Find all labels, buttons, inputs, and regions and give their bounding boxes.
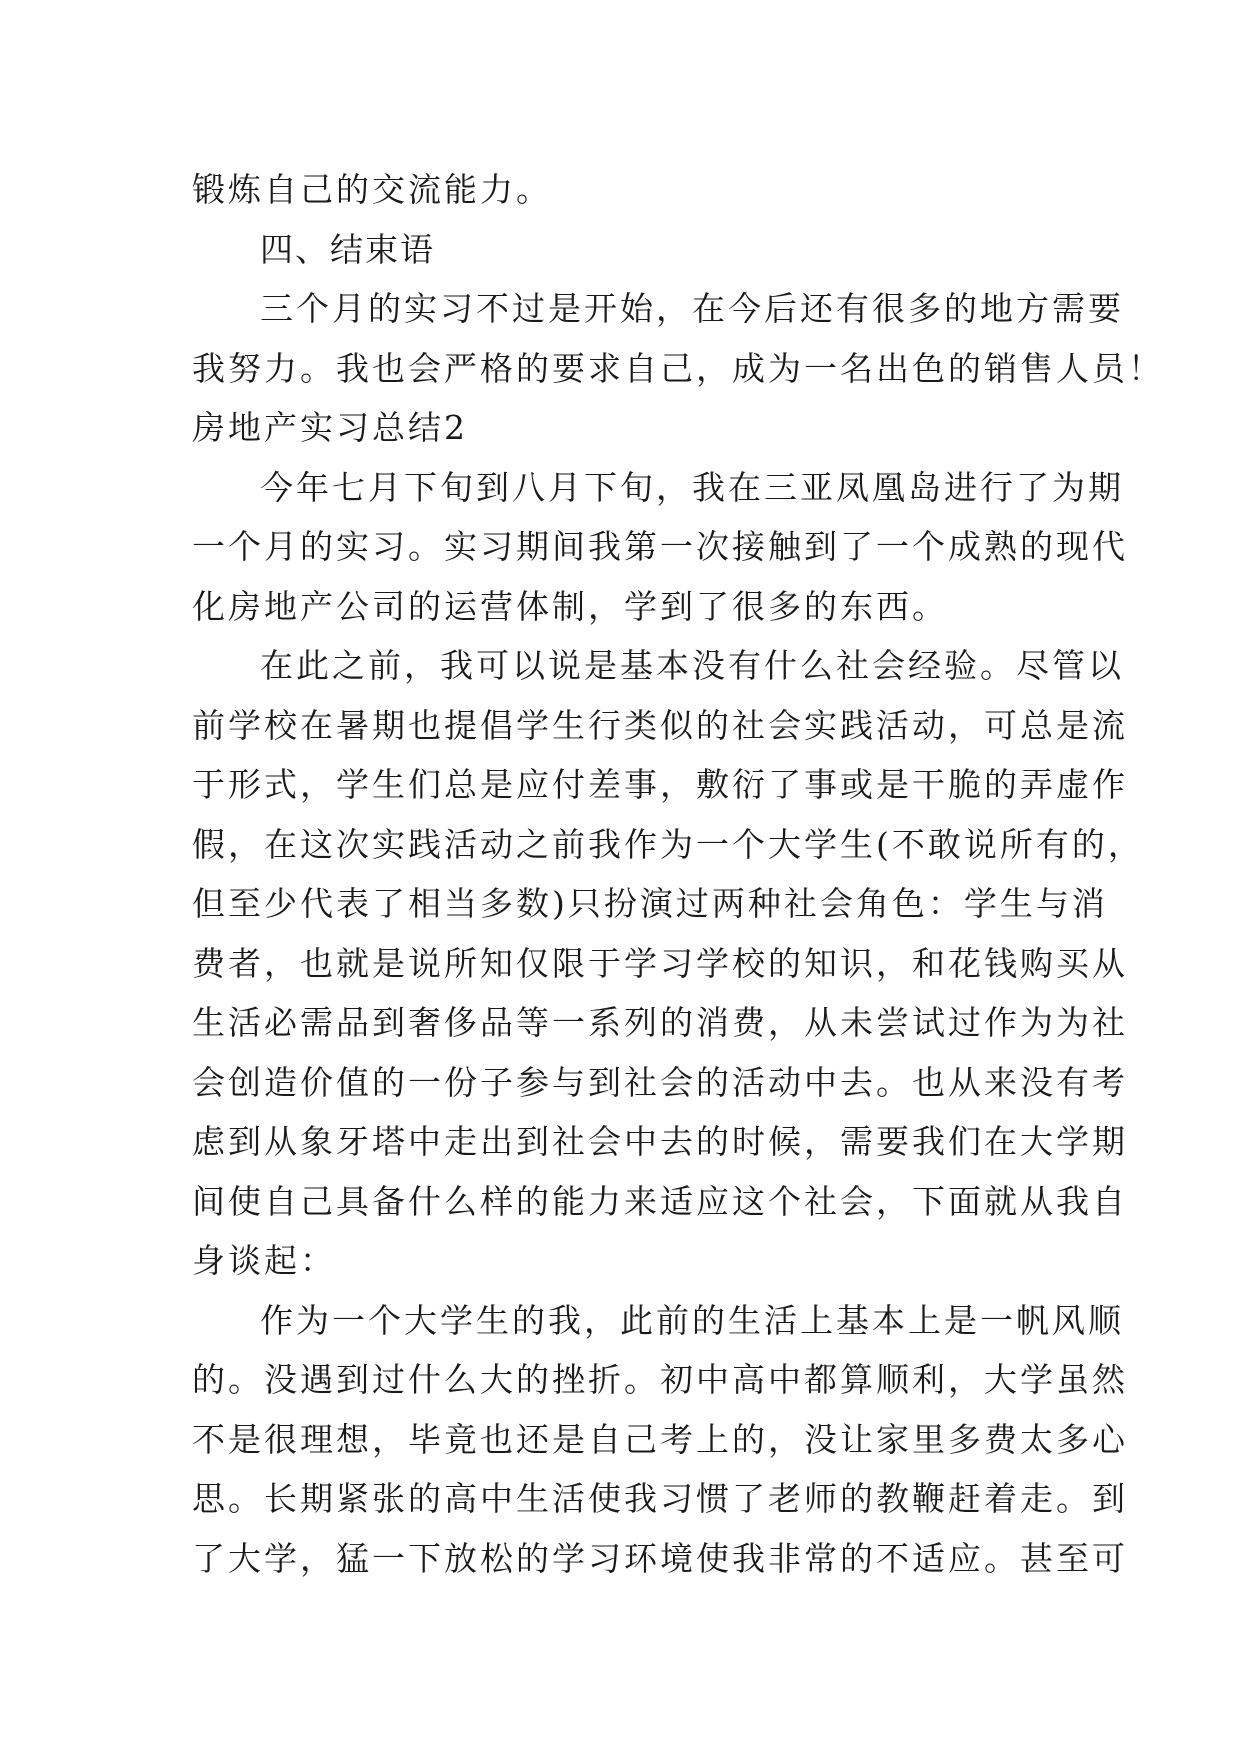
section-heading: 四、结束语 [260,229,435,269]
paragraph-line: 我努力。我也会严格的要求自己，成为一名出色的销售人员！ [192,348,1164,388]
paragraph-line: 化房地产公司的运营体制，学到了很多的东西。 [192,586,948,626]
paragraph-line: 在此之前，我可以说是基本没有什么社会经验。尽管以 [260,646,1124,685]
paragraph-line: 会创造价值的一份子参与到社会的活动中去。也从来没有考 [192,1062,1128,1102]
paragraph-line: 思。长期紧张的高中生活使我习惯了老师的教鞭赶着走。到 [192,1479,1128,1518]
paragraph-line: 生活必需品到奢侈品等一系列的消费，从未尝试过作为为社 [192,1003,1128,1042]
paragraph-line: 不是很理想，毕竟也还是自己考上的，没让家里多费太多心 [192,1419,1128,1459]
paragraph-line: 间使自己具备什么样的能力来适应这个社会，下面就从我自 [192,1181,1128,1221]
paragraph-line: 三个月的实习不过是开始，在今后还有很多的地方需要 [260,289,1124,328]
paragraph-line: 但至少代表了相当多数)只扮演过两种社会角色：学生与消 [192,884,1108,923]
paragraph-line: 身谈起： [192,1241,336,1280]
article-title: 房地产实习总结2 [192,408,468,447]
paragraph-line: 作为一个大学生的我，此前的生活上基本上是一帆风顺 [260,1300,1124,1340]
document-page [192,160,1164,1588]
paragraph-line: 的。没遇到过什么大的挫折。初中高中都算顺利，大学虽然 [192,1360,1128,1399]
paragraph-line: 于形式，学生们总是应付差事，敷衍了事或是干脆的弄虚作 [192,765,1128,804]
paragraph-line: 前学校在暑期也提倡学生行类似的社会实践活动，可总是流 [192,705,1128,745]
paragraph-line: 锻炼自己的交流能力。 [192,170,552,209]
paragraph-line: 今年七月下旬到八月下旬，我在三亚凤凰岛进行了为期 [260,467,1124,507]
paragraph-line: 费者，也就是说所知仅限于学习学校的知识，和花钱购买从 [192,943,1128,983]
paragraph-line: 一个月的实习。实习期间我第一次接触到了一个成熟的现代 [192,527,1128,566]
paragraph-line: 了大学，猛一下放松的学习环境使我非常的不适应。甚至可 [192,1538,1128,1578]
paragraph-line: 虑到从象牙塔中走出到社会中去的时候，需要我们在大学期 [192,1122,1128,1161]
paragraph-line: 假，在这次实践活动之前我作为一个大学生(不敢说所有的， [192,824,1144,864]
